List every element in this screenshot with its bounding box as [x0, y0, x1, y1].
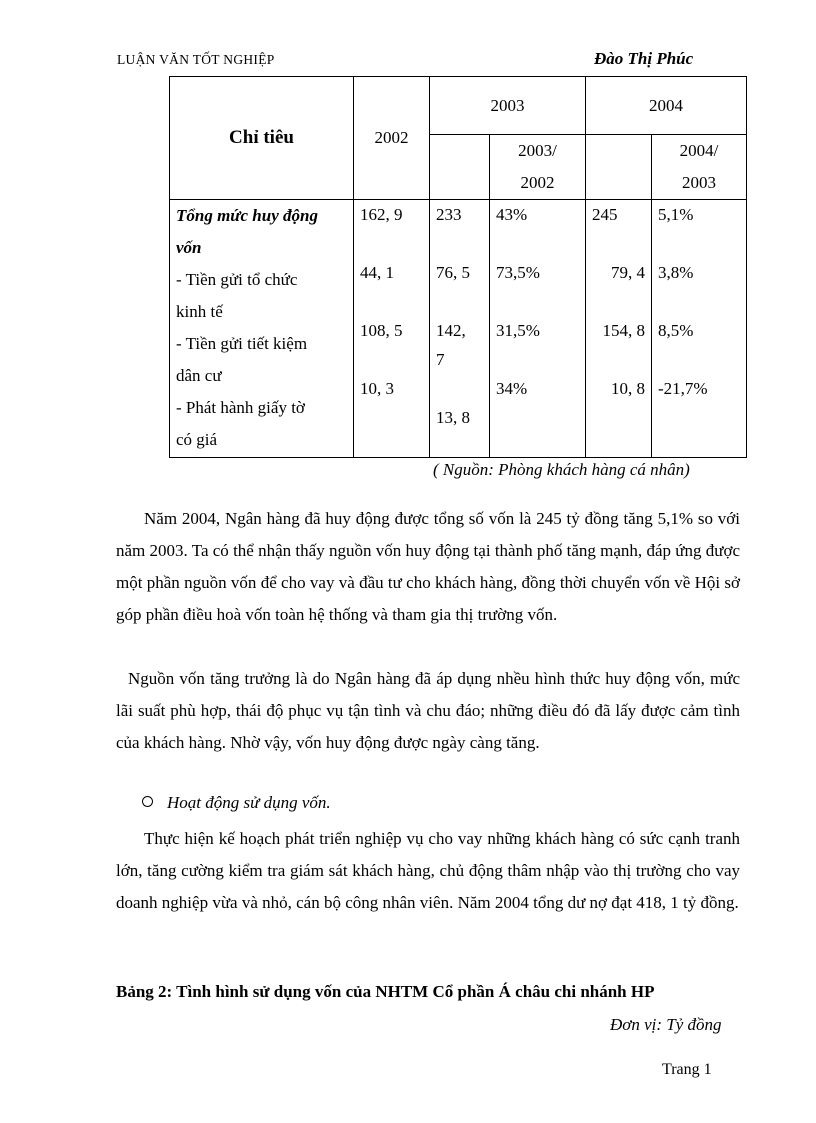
ratio-2003-total: 43%	[496, 205, 528, 224]
col-2003	[430, 200, 490, 458]
paragraph-growth-reason: Nguồn vốn tăng trưởng là do Ngân hàng đã áp dụng nhều hình thức huy động vốn, mức lãi suất phù hợp, thái độ phục vụ tận tình và chu đáo; những điều đó đã lấy được cảm tình của khách hàng. Nhờ vậy, vốn huy động được ngày càng tăng.	[116, 669, 740, 752]
value-2002-savings: 108, 5	[360, 321, 403, 340]
label-org-deposits: - Tiền gửi tổ chức	[176, 270, 298, 289]
label-org-deposits-cont: kinh tế	[176, 302, 223, 321]
header-ratio-2003: 2003/ 2002	[490, 135, 586, 200]
table-unit: Đơn vị: Tỷ đồng	[610, 1015, 722, 1034]
col-2004	[586, 200, 652, 458]
header-2003-value	[430, 135, 490, 200]
ratio-2003-papers: 34%	[496, 379, 528, 398]
value-2004-papers: 10, 8	[611, 379, 645, 398]
paragraph-mobilization-2004: Năm 2004, Ngân hàng đã huy động được tổng số vốn là 245 tỷ đồng tăng 5,1% so với năm 2003. Ta có thể nhận thấy nguồn vốn huy động tại thành phố tăng mạnh, đáp ứng được một phần nguồn vốn để cho vay và đầu tư cho khách hàng, đồng thời chuyển vốn về Hội sở góp phần điều hoà vốn toàn hệ thống và tham gia thị trường vốn.	[116, 509, 740, 624]
table-source-note: ( Nguồn: Phòng khách hàng cá nhân)	[433, 460, 690, 479]
label-total: Tổng mức huy động	[176, 206, 318, 225]
value-2004-total: 245	[592, 205, 618, 224]
col-ratio-2003	[490, 200, 586, 458]
value-2003-savings-cont: 7	[436, 350, 445, 369]
value-2002-org: 44, 1	[360, 263, 394, 282]
table-caption: Bảng 2: Tình hình sử dụng vốn của NHTM Cổ phần Á châu chi nhánh HP	[116, 982, 655, 1001]
header-indicator: Chỉ tiêu	[170, 77, 354, 200]
section-bullet-text: Hoạt động sử dụng vốn.	[167, 793, 331, 812]
capital-mobilization-table	[169, 76, 747, 458]
value-2003-savings: 142,	[436, 321, 466, 340]
header-year-2004: 2004	[586, 77, 747, 135]
running-header-title: LUẬN VĂN TỐT NGHIỆP	[117, 52, 275, 67]
label-savings: - Tiền gửi tiết kiệm	[176, 334, 308, 353]
value-2003-papers: 13, 8	[436, 408, 470, 427]
ratio-2004-total: 5,1%	[658, 205, 694, 224]
value-2002-papers: 10, 3	[360, 379, 394, 398]
page-number: Trang 1	[662, 1061, 712, 1078]
ratio-2004-org: 3,8%	[658, 263, 694, 282]
value-2004-savings: 154, 8	[602, 321, 645, 340]
header-2004-value	[586, 135, 652, 200]
header-year-2002: 2002	[354, 77, 430, 200]
value-2004-org: 79, 4	[611, 263, 645, 282]
label-total-cont: vốn	[176, 238, 202, 257]
paragraph-lending-plan: Thực hiện kế hoạch phát triển nghiệp vụ cho vay những khách hàng có sức cạnh tranh lớn, tăng cường kiểm tra giám sát khách hàng, chủ động thâm nhập vào thị trường cho vay doanh nghiệp vừa và nhỏ, cán bộ công nhân viên. Năm 2004 tổng dư nợ đạt 418, 1 tỷ đồng.	[116, 829, 740, 912]
ratio-2003-org: 73,5%	[496, 263, 540, 282]
section-bullet	[142, 793, 331, 813]
ratio-2004-savings: 8,5%	[658, 321, 694, 340]
circle-bullet-icon	[142, 796, 153, 807]
label-papers-cont: có giá	[176, 430, 218, 449]
ratio-2004-papers: -21,7%	[658, 379, 708, 398]
value-2003-org: 76, 5	[436, 263, 470, 282]
value-2003-total: 233	[436, 205, 462, 224]
header-year-2003: 2003	[430, 77, 586, 135]
value-2002-total: 162, 9	[360, 205, 403, 224]
label-papers: - Phát hành giấy tờ	[176, 398, 305, 417]
col-2002	[354, 200, 430, 458]
ratio-2003-savings: 31,5%	[496, 321, 540, 340]
label-savings-cont: dân cư	[176, 366, 222, 385]
running-header-author: Đào Thị Phúc	[594, 49, 694, 68]
header-ratio-2004: 2004/ 2003	[652, 135, 747, 200]
col-ratio-2004	[652, 200, 747, 458]
row-labels	[170, 200, 354, 458]
